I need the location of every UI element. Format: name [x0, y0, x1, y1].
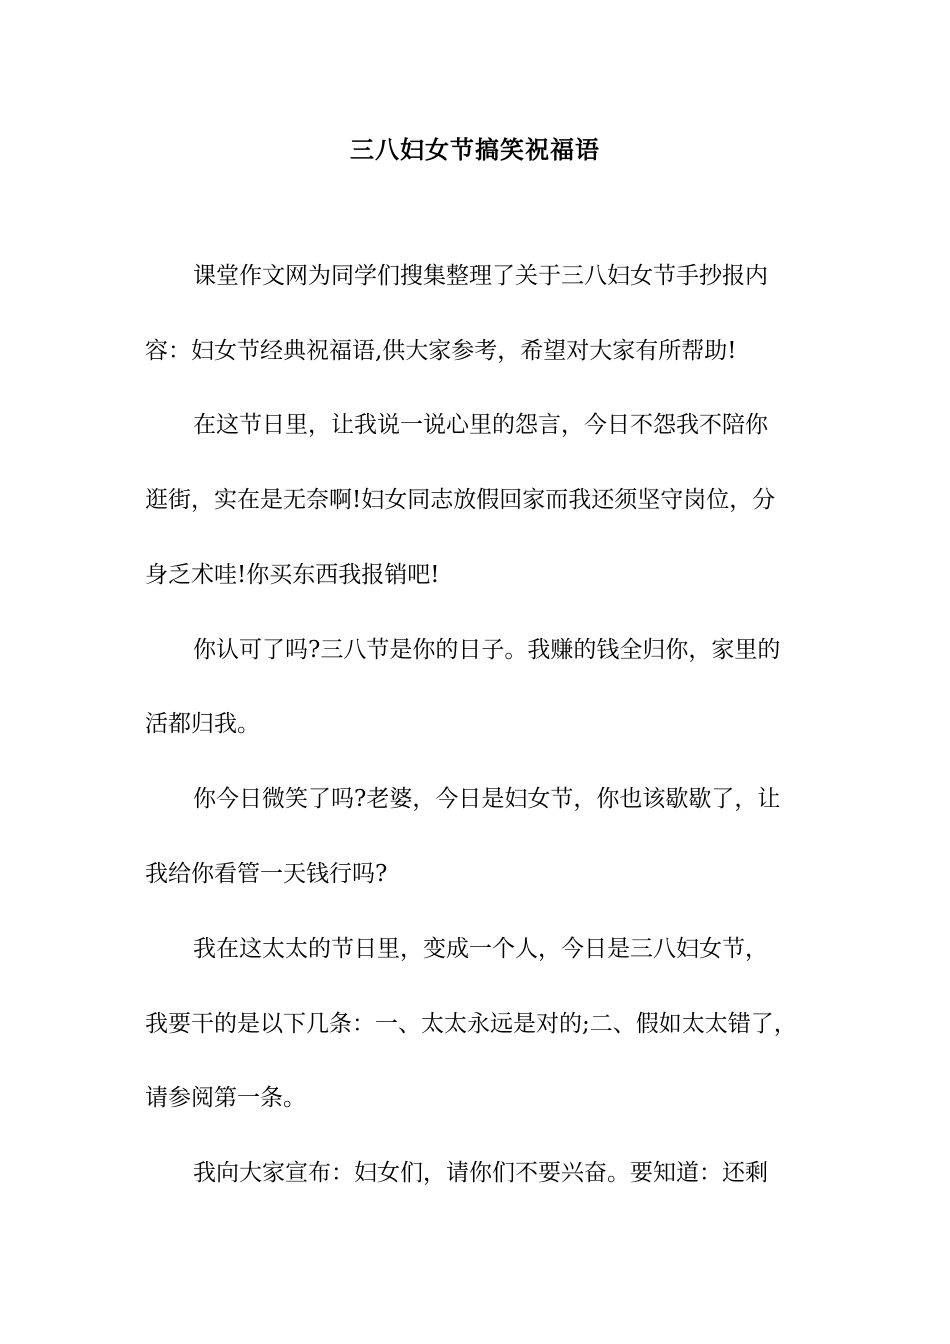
paragraph-2-line-1: 在这节日里，让我说一说心里的怨言，今日不怨我不陪你 [193, 412, 768, 438]
paragraph-4-line-2: 我给你看管一天钱行吗? [145, 861, 388, 887]
paragraph-5-line-2: 我要干的是以下几条：一、太太永远是对的;二、假如太太错了， [145, 1011, 797, 1037]
paragraph-3-line-2: 活都归我。 [145, 711, 260, 737]
paragraph-2-line-2: 逛街，实在是无奈啊!妇女同志放假回家而我还须坚守岗位，分 [145, 487, 776, 513]
paragraph-1-line-1: 课堂作文网为同学们搜集整理了关于三八妇女节手抄报内 [193, 263, 768, 289]
paragraph-1-line-2: 容：妇女节经典祝福语,供大家参考，希望对大家有所帮助! [145, 338, 737, 364]
paragraph-4-line-1: 你今日微笑了吗?老婆，今日是妇女节，你也该歇歇了，让 [193, 786, 781, 812]
paragraph-5-line-3: 请参阅第一条。 [145, 1085, 306, 1111]
paragraph-6-line-1: 我向大家宣布：妇女们，请你们不要兴奋。要知道：还剩 [193, 1160, 768, 1186]
document-title: 三八妇女节搞笑祝福语 [350, 135, 600, 164]
paragraph-3-line-1: 你认可了吗?三八节是你的日子。我赚的钱全归你，家里的 [193, 637, 781, 663]
paragraph-2-line-3: 身乏术哇!你买东西我报销吧! [145, 562, 440, 588]
paragraph-5-line-1: 我在这太太的节日里，变成一个人，今日是三八妇女节， [193, 936, 768, 962]
